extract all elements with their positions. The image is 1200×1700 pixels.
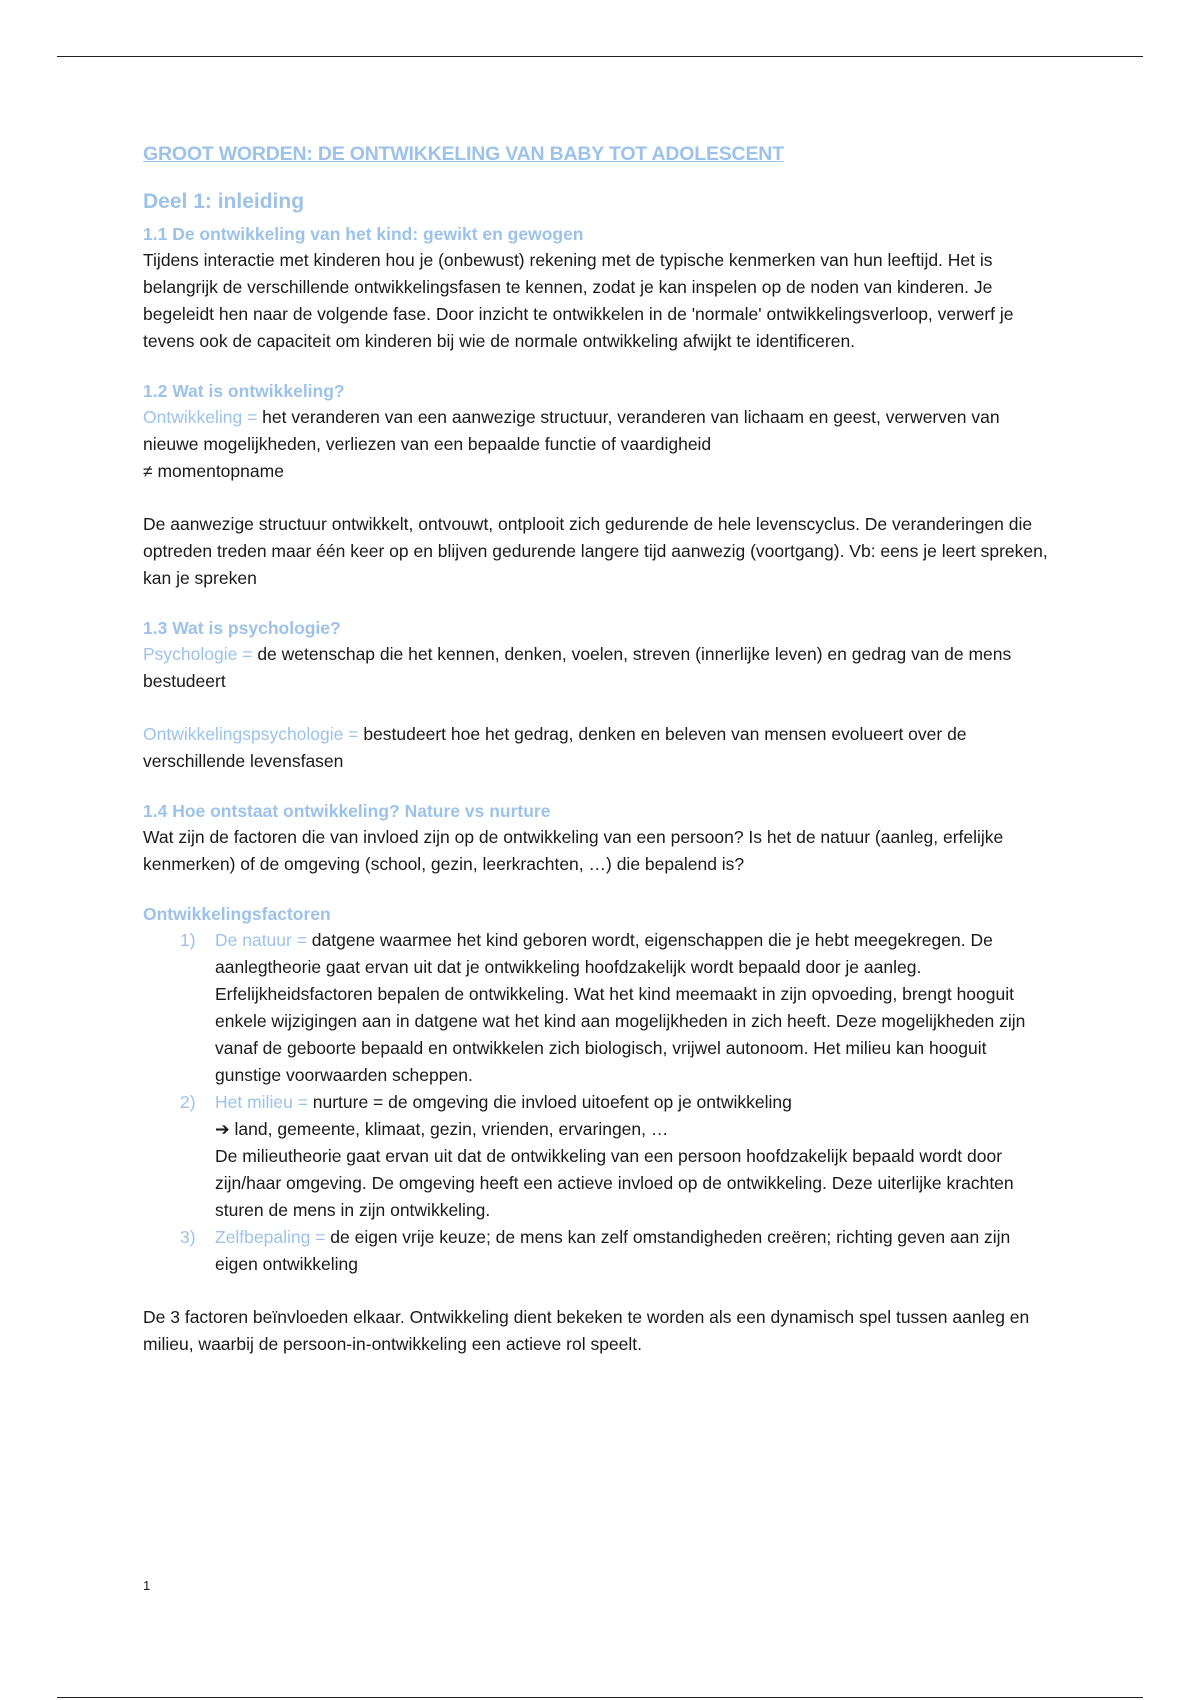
- list-number: 2): [180, 1092, 196, 1112]
- section-1-4-title: 1.4 Hoe ontstaat ontwikkeling? Nature vs nurture: [143, 801, 551, 821]
- header-rule: [57, 56, 1143, 57]
- factor-arrow-line: ➔ land, gemeente, klimaat, gezin, vrienden, ervaringen, …: [215, 1119, 669, 1139]
- note-momentopname: ≠ momentopname: [143, 461, 284, 481]
- term-ontwikkelingspsychologie: Ontwikkelingspsychologie =: [143, 724, 364, 744]
- page-number: 1: [143, 1578, 151, 1593]
- factor-term: De natuur =: [215, 930, 312, 950]
- list-item: [143, 1089, 1053, 1224]
- subsection-ontwikkelingsfactoren: Ontwikkelingsfactoren: [143, 904, 331, 924]
- factor-text: nurture = de omgeving die invloed uitoefent op je ontwikkeling: [312, 1092, 792, 1112]
- term-ontwikkeling: Ontwikkeling =: [143, 407, 263, 427]
- definition-text: de wetenschap die het kennen, denken, voelen, streven (innerlijke leven) en gedrag van de mens bestudeert: [143, 644, 1012, 691]
- section-1-3-title: 1.3 Wat is psychologie?: [143, 618, 341, 638]
- term-psychologie: Psychologie =: [143, 644, 258, 664]
- document-title: GROOT WORDEN: DE ONTWIKKELING VAN BABY TOT ADOLESCENT: [143, 143, 784, 165]
- document-page: [143, 143, 1053, 1358]
- factor-term: Het milieu =: [215, 1092, 313, 1112]
- list-item: [143, 1224, 1053, 1278]
- definition-ontwikkeling: [143, 404, 1053, 458]
- section-1-1-body: Tijdens interactie met kinderen hou je (onbewust) rekening met de typische kenmerken van hun leeftijd. Het is belangrijk de verschillende ontwikkelingsfasen te kennen, zodat je kan inspelen op de noden van kinderen. Je begeleidt hen naar de volgende fase. Door inzicht te ontwikkelen in de 'normale' ontwikkelingsverloop, verwerf je tevens ook de capaciteit om kinderen bij wie de normale ontwikkeling afwijkt te identificeren.: [143, 250, 1014, 351]
- conclusion-paragraph: De 3 factoren beïnvloeden elkaar. Ontwikkeling dient bekeken te worden als een dynamisch spel tussen aanleg en milieu, waarbij de persoon-in-ontwikkeling een actieve rol speelt.: [143, 1307, 1030, 1354]
- section-1-1-title: 1.1 De ontwikkeling van het kind: gewikt en gewogen: [143, 224, 584, 244]
- list-number: 3): [180, 1227, 196, 1247]
- section-1-2-title: 1.2 Wat is ontwikkeling?: [143, 381, 345, 401]
- definition-psychologie: [143, 641, 1053, 695]
- factor-term: Zelfbepaling =: [215, 1227, 331, 1247]
- part-title: Deel 1: inleiding: [143, 190, 305, 213]
- factor-extra-text: De milieutheorie gaat ervan uit dat de ontwikkeling van een persoon hoofdzakelijk bepaald wordt door zijn/haar omgeving. De omgeving heeft een actieve invloed op de ontwikkeling. Deze uiterlijke krachten sturen de mens in zijn ontwikkeling.: [215, 1146, 1014, 1220]
- definition-text: bestudeert hoe het gedrag, denken en beleven van mensen evolueert over de verschillende levensfasen: [143, 724, 967, 771]
- list-number: 1): [180, 930, 196, 950]
- definition-text: het veranderen van een aanwezige structuur, veranderen van lichaam en geest, verwerven van nieuwe mogelijkheden, verliezen van een bepaalde functie of vaardigheid: [143, 407, 1000, 454]
- definition-ontwikkelingspsychologie: [143, 721, 1053, 775]
- list-item: [143, 927, 1053, 1089]
- factor-text: de eigen vrije keuze; de mens kan zelf omstandigheden creëren; richting geven aan zijn eigen ontwikkeling: [215, 1227, 1011, 1274]
- factor-text: datgene waarmee het kind geboren wordt, eigenschappen die je hebt meegekregen. De aanlegtheorie gaat ervan uit dat je ontwikkeling hoofdzakelijk wordt bepaald door je aanleg. Erfelijkheidsfactoren bepalen de ontwikkeling. Wat het kind meemaakt in zijn opvoeding, brengt hooguit enkele wijzigingen aan in datgene wat het kind aan mogelijkheden in zich heeft. Deze mogelijkheden zijn vanaf de geboorte bepaald en ontwikkelen zich biologisch, vrijwel autonoom. Het milieu kan hooguit gunstige voorwaarden scheppen.: [215, 930, 1026, 1085]
- section-1-2-body: De aanwezige structuur ontwikkelt, ontvouwt, ontplooit zich gedurende de hele levenscyclus. De veranderingen die optreden treden maar één keer op en blijven gedurende langere tijd aanwezig (voortgang). Vb: eens je leert spreken, kan je spreken: [143, 514, 1048, 588]
- factors-list: [143, 927, 1053, 1278]
- footer-rule: [57, 1697, 1143, 1698]
- section-1-4-body: Wat zijn de factoren die van invloed zijn op de ontwikkeling van een persoon? Is het de natuur (aanleg, erfelijke kenmerken) of de omgeving (school, gezin, leerkrachten, …) die bepalend is?: [143, 827, 1004, 874]
